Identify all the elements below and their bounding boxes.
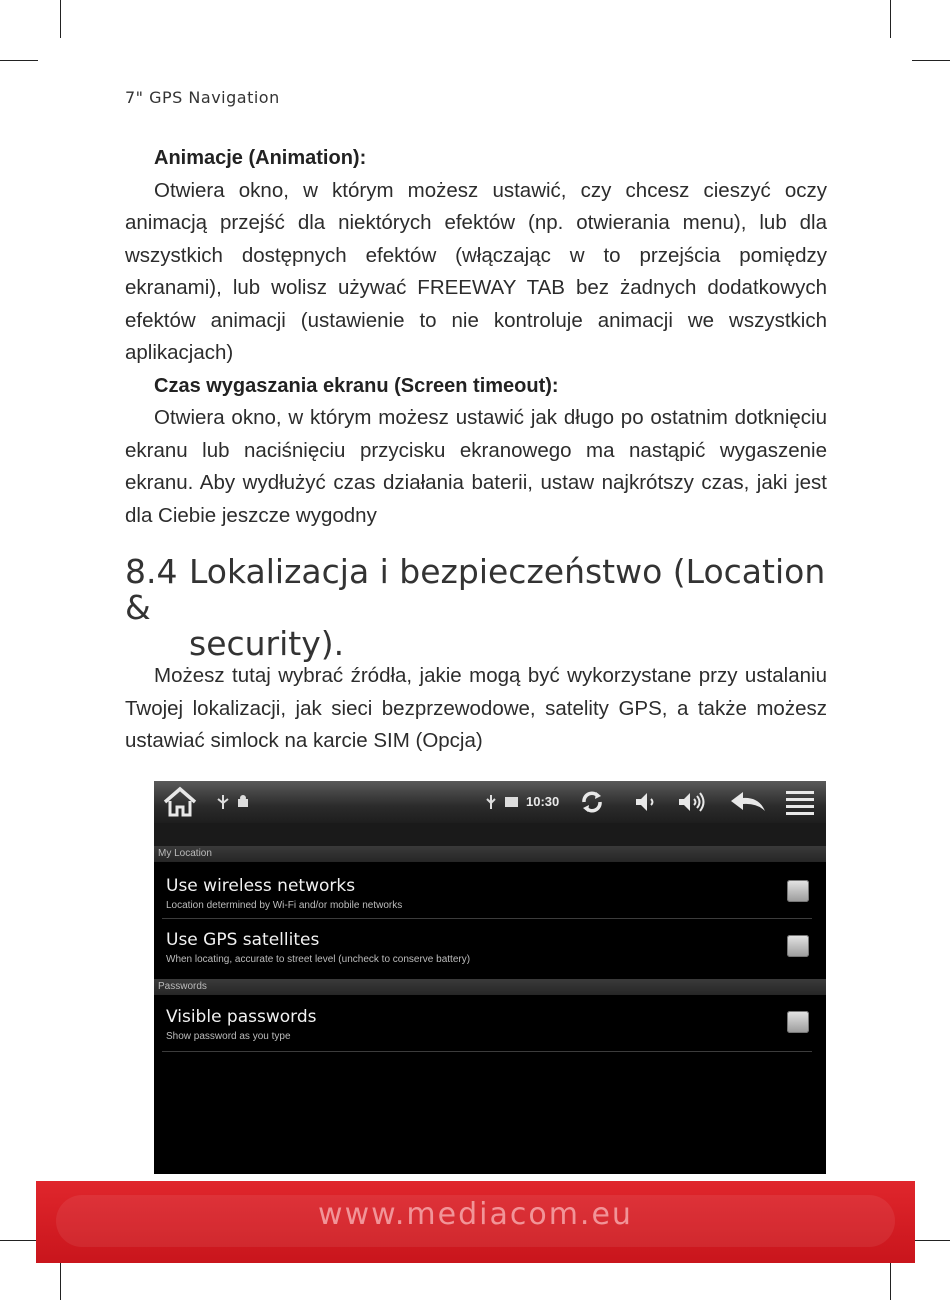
setting-use-wireless-networks[interactable] <box>154 862 826 917</box>
title-bar <box>154 823 826 846</box>
body-text <box>125 142 827 532</box>
volume-down-icon[interactable] <box>628 781 664 823</box>
menu-icon[interactable] <box>780 781 820 823</box>
setting-visible-passwords[interactable] <box>154 995 826 1051</box>
setting-title: Use GPS satellites <box>166 930 320 950</box>
volume-up-icon[interactable] <box>672 781 712 823</box>
paragraph: Otwiera okno, w którym możesz ustawić jak długo po ostatnim dotknięciu ekranu lub naciśnięciu przycisku ekranowego ma nastąpić wygaszenie ekranu. Aby wydłużyć czas działania baterii, ustaw najkrótszy czas, jaki jest dla Ciebie jeszcze wygodny <box>125 406 827 527</box>
group-header-passwords: Passwords <box>154 979 826 995</box>
refresh-icon[interactable] <box>574 781 610 823</box>
crop-mark <box>0 60 38 61</box>
settings-screenshot <box>154 781 826 1174</box>
section-heading: Czas wygaszania ekranu (Screen timeout): <box>154 374 559 397</box>
android-debug-icon <box>234 781 252 823</box>
usb-icon <box>482 781 500 823</box>
battery-icon <box>502 781 522 823</box>
banner-url[interactable]: www.mediacom.eu <box>318 1197 633 1232</box>
crop-mark <box>890 1262 891 1300</box>
status-bar <box>154 781 826 823</box>
checkbox[interactable] <box>787 1011 809 1033</box>
chapter-title <box>125 554 845 662</box>
setting-subtitle: When locating, accurate to street level (uncheck to conserve battery) <box>166 954 471 965</box>
running-header: 7" GPS Navigation <box>125 88 280 107</box>
footer-banner <box>36 1181 915 1263</box>
crop-mark <box>912 1240 950 1241</box>
home-icon[interactable] <box>158 781 202 823</box>
setting-subtitle: Show password as you type <box>166 1031 291 1042</box>
intro-paragraph <box>125 660 827 758</box>
paragraph: Możesz tutaj wybrać źródła, jakie mogą być wykorzystane przy ustalaniu Twojej lokalizacji, jak sieci bezprzewodowe, satelity GPS, a także możesz ustawiać simlock na karcie SIM (Opcja) <box>125 664 827 752</box>
setting-subtitle: Location determined by Wi-Fi and/or mobile networks <box>166 900 403 911</box>
chapter-number: 8.4 <box>125 552 178 591</box>
chapter-title-line2: security). <box>189 624 345 663</box>
checkbox[interactable] <box>787 880 809 902</box>
clock: 10:30 <box>526 794 560 809</box>
setting-use-gps-satellites[interactable] <box>154 919 826 977</box>
back-icon[interactable] <box>724 781 772 823</box>
group-header-my-location: My Location <box>154 846 826 862</box>
crop-mark <box>60 0 61 38</box>
crop-mark <box>890 0 891 38</box>
divider <box>162 1051 812 1052</box>
setting-title: Use wireless networks <box>166 876 356 896</box>
paragraph: Otwiera okno, w którym możesz ustawić, czy chcesz cieszyć oczy animacją przejść dla niektórych efektów (np. otwierania menu), lub dla wszystkich dostępnych efektów (włączając w to przejścia pomiędzy ekranami), lub wolisz używać FREEWAY TAB bez żadnych dodatkowych efektów animacji (ustawienie to nie kontroluje animacji we wszystkich aplikacjach) <box>125 178 827 364</box>
setting-title: Visible passwords <box>166 1007 317 1027</box>
crop-mark <box>0 1240 38 1241</box>
crop-mark <box>912 60 950 61</box>
chapter-title-line1: Lokalizacja i bezpieczeństwo (Location & <box>125 552 826 627</box>
usb-icon <box>214 781 232 823</box>
section-heading: Animacje (Animation): <box>154 147 367 169</box>
checkbox[interactable] <box>787 935 809 957</box>
crop-mark <box>60 1262 61 1300</box>
